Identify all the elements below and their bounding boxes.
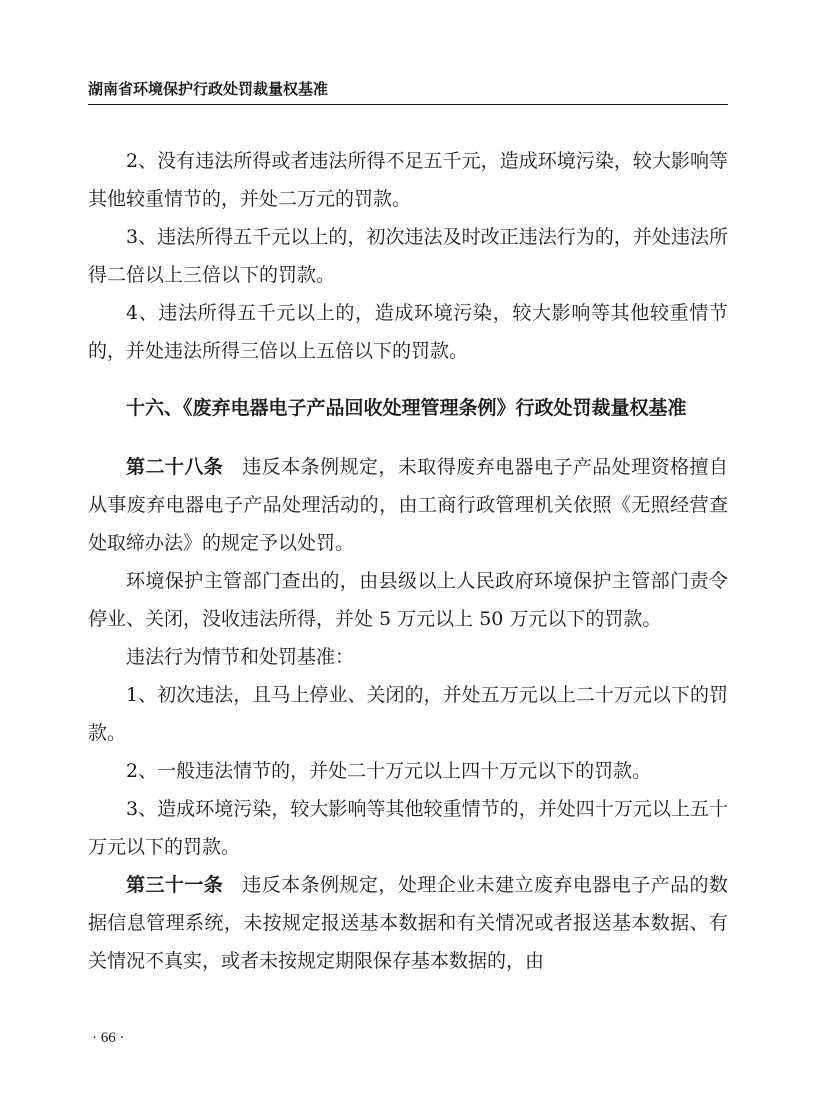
paragraph-item-3: 3、违法所得五千元以上的，初次违法及时改正违法行为的，并处违法所得二倍以上三倍以下的罚款。 <box>88 226 728 286</box>
running-header: 湖南省环境保护行政处罚裁量权基准 <box>88 80 329 98</box>
section-title: 十六、《废弃电器电子产品回收处理管理条例》行政处罚裁量权基准 <box>126 397 687 419</box>
paragraph-item-2: 2、没有违法所得或者违法所得不足五千元，造成环境污染，较大影响等其他较重情节的，并处二万元的罚款。 <box>88 150 728 210</box>
paragraph-criteria-3: 3、造成环境污染，较大影响等其他较重情节的，并处四十万元以上五十万元以下的罚款。 <box>88 798 728 858</box>
page-body <box>88 142 728 980</box>
article-28 <box>88 448 728 562</box>
article-31 <box>88 866 728 980</box>
paragraph-criteria-2: 2、一般违法情节的，并处二十万元以上四十万元以下的罚款。 <box>126 760 652 782</box>
paragraph-item-4: 4、违法所得五千元以上的，造成环境污染，较大影响等其他较重情节的，并处违法所得三倍以上五倍以下的罚款。 <box>88 302 728 362</box>
page-number: · 66 · <box>92 1030 125 1046</box>
paragraph-criteria-1: 1、初次违法，且马上停业、关闭的，并处五万元以上二十万元以下的罚款。 <box>88 684 728 744</box>
article-28-label: 第二十八条 <box>126 456 224 478</box>
paragraph-enforcement: 环境保护主管部门查出的，由县级以上人民政府环境保护主管部门责令停业、关闭，没收违法所得，并处 5 万元以上 50 万元以下的罚款。 <box>88 570 728 630</box>
header-rule <box>88 104 728 105</box>
article-31-label: 第三十一条 <box>126 874 224 896</box>
paragraph-criteria-heading: 违法行为情节和处罚基准： <box>126 646 355 668</box>
article-31-text: 违反本条例规定，处理企业未建立废弃电器电子产品的数据信息管理系统，未按规定报送基本数据和有关情况或者报送基本数据、有关情况不真实，或者未按规定期限保存基本数据的，由 <box>88 874 728 972</box>
article-28-text: 违反本条例规定，未取得废弃电器电子产品处理资格擅自从事废弃电器电子产品处理活动的，由工商行政管理机关依照《无照经营查处取缔办法》的规定予以处罚。 <box>88 456 728 554</box>
